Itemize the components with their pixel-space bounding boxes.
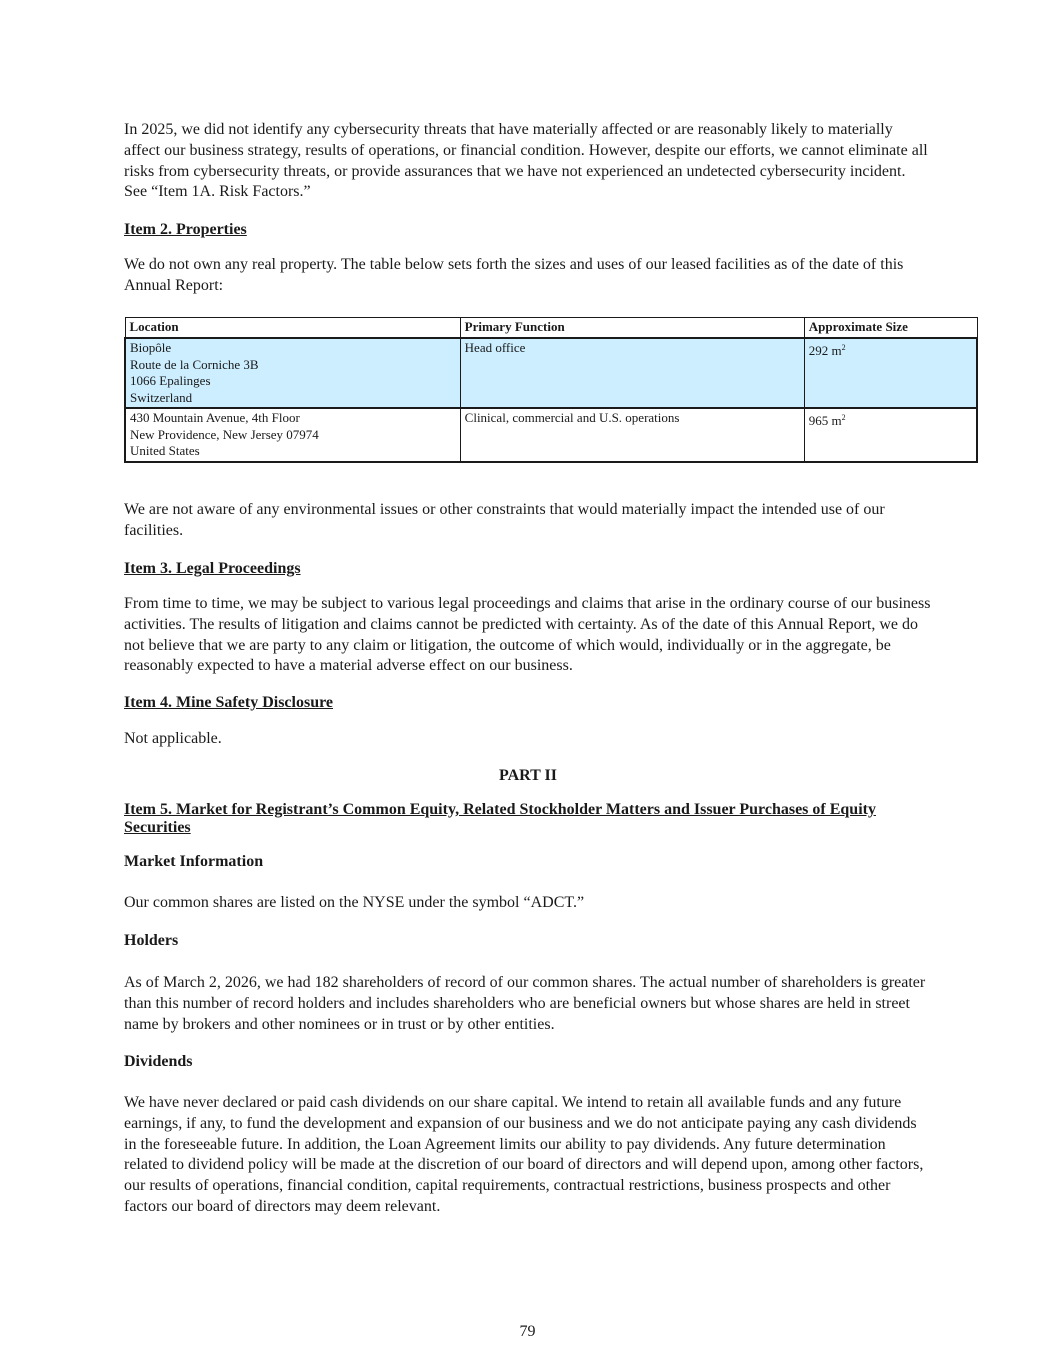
location-line: United States xyxy=(130,443,200,458)
size-unit-superscript: 2 xyxy=(841,413,846,422)
cybersecurity-paragraph: In 2025, we did not identify any cybersecurity threats that have materially affected or are reasonably likely to materially affect our business strategy, results of operations, or financial condition. However, despite our efforts, we cannot eliminate all risks from cybersecurity threats, or provide assurances that we have not experienced an undetected cybersecurity incident. See “Item 1A. Risk Factors.” xyxy=(124,121,928,201)
location-cell xyxy=(125,408,460,462)
table-header-row xyxy=(125,318,977,339)
holders-heading: Holders xyxy=(124,932,179,949)
dividends-heading: Dividends xyxy=(124,1053,193,1070)
column-header-primary-function: Primary Function xyxy=(460,318,804,339)
holders-paragraph: As of March 2, 2026, we had 182 shareholders of record of our common shares. The actual number of shareholders is greater than this number of record holders and includes shareholders who are beneficial owners but whose shares are held in street name by brokers and other nominees or in trust or by other entities. xyxy=(124,974,926,1033)
location-line: Biopôle xyxy=(130,340,172,355)
location-line: Route de la Corniche 3B xyxy=(130,356,259,372)
properties-table xyxy=(124,317,978,463)
size-cell xyxy=(804,338,977,408)
location-line: Switzerland xyxy=(130,389,193,405)
location-line: 430 Mountain Avenue, 4th Floor xyxy=(130,410,300,425)
location-line: New Providence, New Jersey 07974 xyxy=(130,426,319,442)
size-value: 292 m xyxy=(808,343,842,358)
item4-heading: Item 4. Mine Safety Disclosure xyxy=(124,694,333,711)
item3-heading: Item 3. Legal Proceedings xyxy=(124,560,301,577)
properties-intro-paragraph: We do not own any real property. The table below sets forth the sizes and uses of our leased facilities as of the date of this Annual Report: xyxy=(124,256,904,294)
size-unit-superscript: 2 xyxy=(841,343,846,352)
mine-safety-paragraph: Not applicable. xyxy=(124,730,222,747)
location-line: 1066 Epalinges xyxy=(130,373,211,388)
column-header-approximate-size: Approximate Size xyxy=(804,318,977,339)
market-information-heading: Market Information xyxy=(124,853,264,870)
size-value: 965 m xyxy=(808,413,842,428)
part-ii-title: PART II xyxy=(499,767,557,784)
legal-proceedings-paragraph: From time to time, we may be subject to various legal proceedings and claims that arise in the ordinary course of our business activities. The results of litigation and claims cannot be predicted with certainty. As of the date of this Annual Report, we do not believe that we are party to any claim or litigation, the outcome of which would, individually or in the aggregate, be reasonably expected to have a material adverse effect on our business. xyxy=(124,595,931,675)
location-cell xyxy=(125,338,460,408)
function-cell: Clinical, commercial and U.S. operations xyxy=(460,408,804,462)
item2-heading: Item 2. Properties xyxy=(124,221,247,238)
dividends-paragraph: We have never declared or paid cash dividends on our share capital. We intend to retain all available funds and any future earnings, if any, to fund the development and expansion of our business and we do not anticipate paying any cash dividends in the foreseeable future. In addition, the Loan Agreement limits our ability to pay dividends. Any future determination related to dividend policy will be made at the discretion of our board of directors and will depend upon, among other factors, our results of operations, financial condition, capital requirements, contractual restrictions, business prospects and other factors our board of directors may deem relevant. xyxy=(124,1094,924,1215)
environmental-paragraph: We are not aware of any environmental issues or other constraints that would materially impact the intended use of our facilities. xyxy=(124,501,885,539)
table-row xyxy=(125,338,977,408)
table-row xyxy=(125,408,977,462)
market-information-paragraph: Our common shares are listed on the NYSE under the symbol “ADCT.” xyxy=(124,894,585,911)
function-cell: Head office xyxy=(460,338,804,408)
size-cell xyxy=(804,408,977,462)
item5-heading: Item 5. Market for Registrant’s Common Equity, Related Stockholder Matters and Issuer Purchases of Equity Securities xyxy=(124,801,876,836)
column-header-location: Location xyxy=(125,318,460,339)
page-number: 79 xyxy=(519,1323,536,1340)
